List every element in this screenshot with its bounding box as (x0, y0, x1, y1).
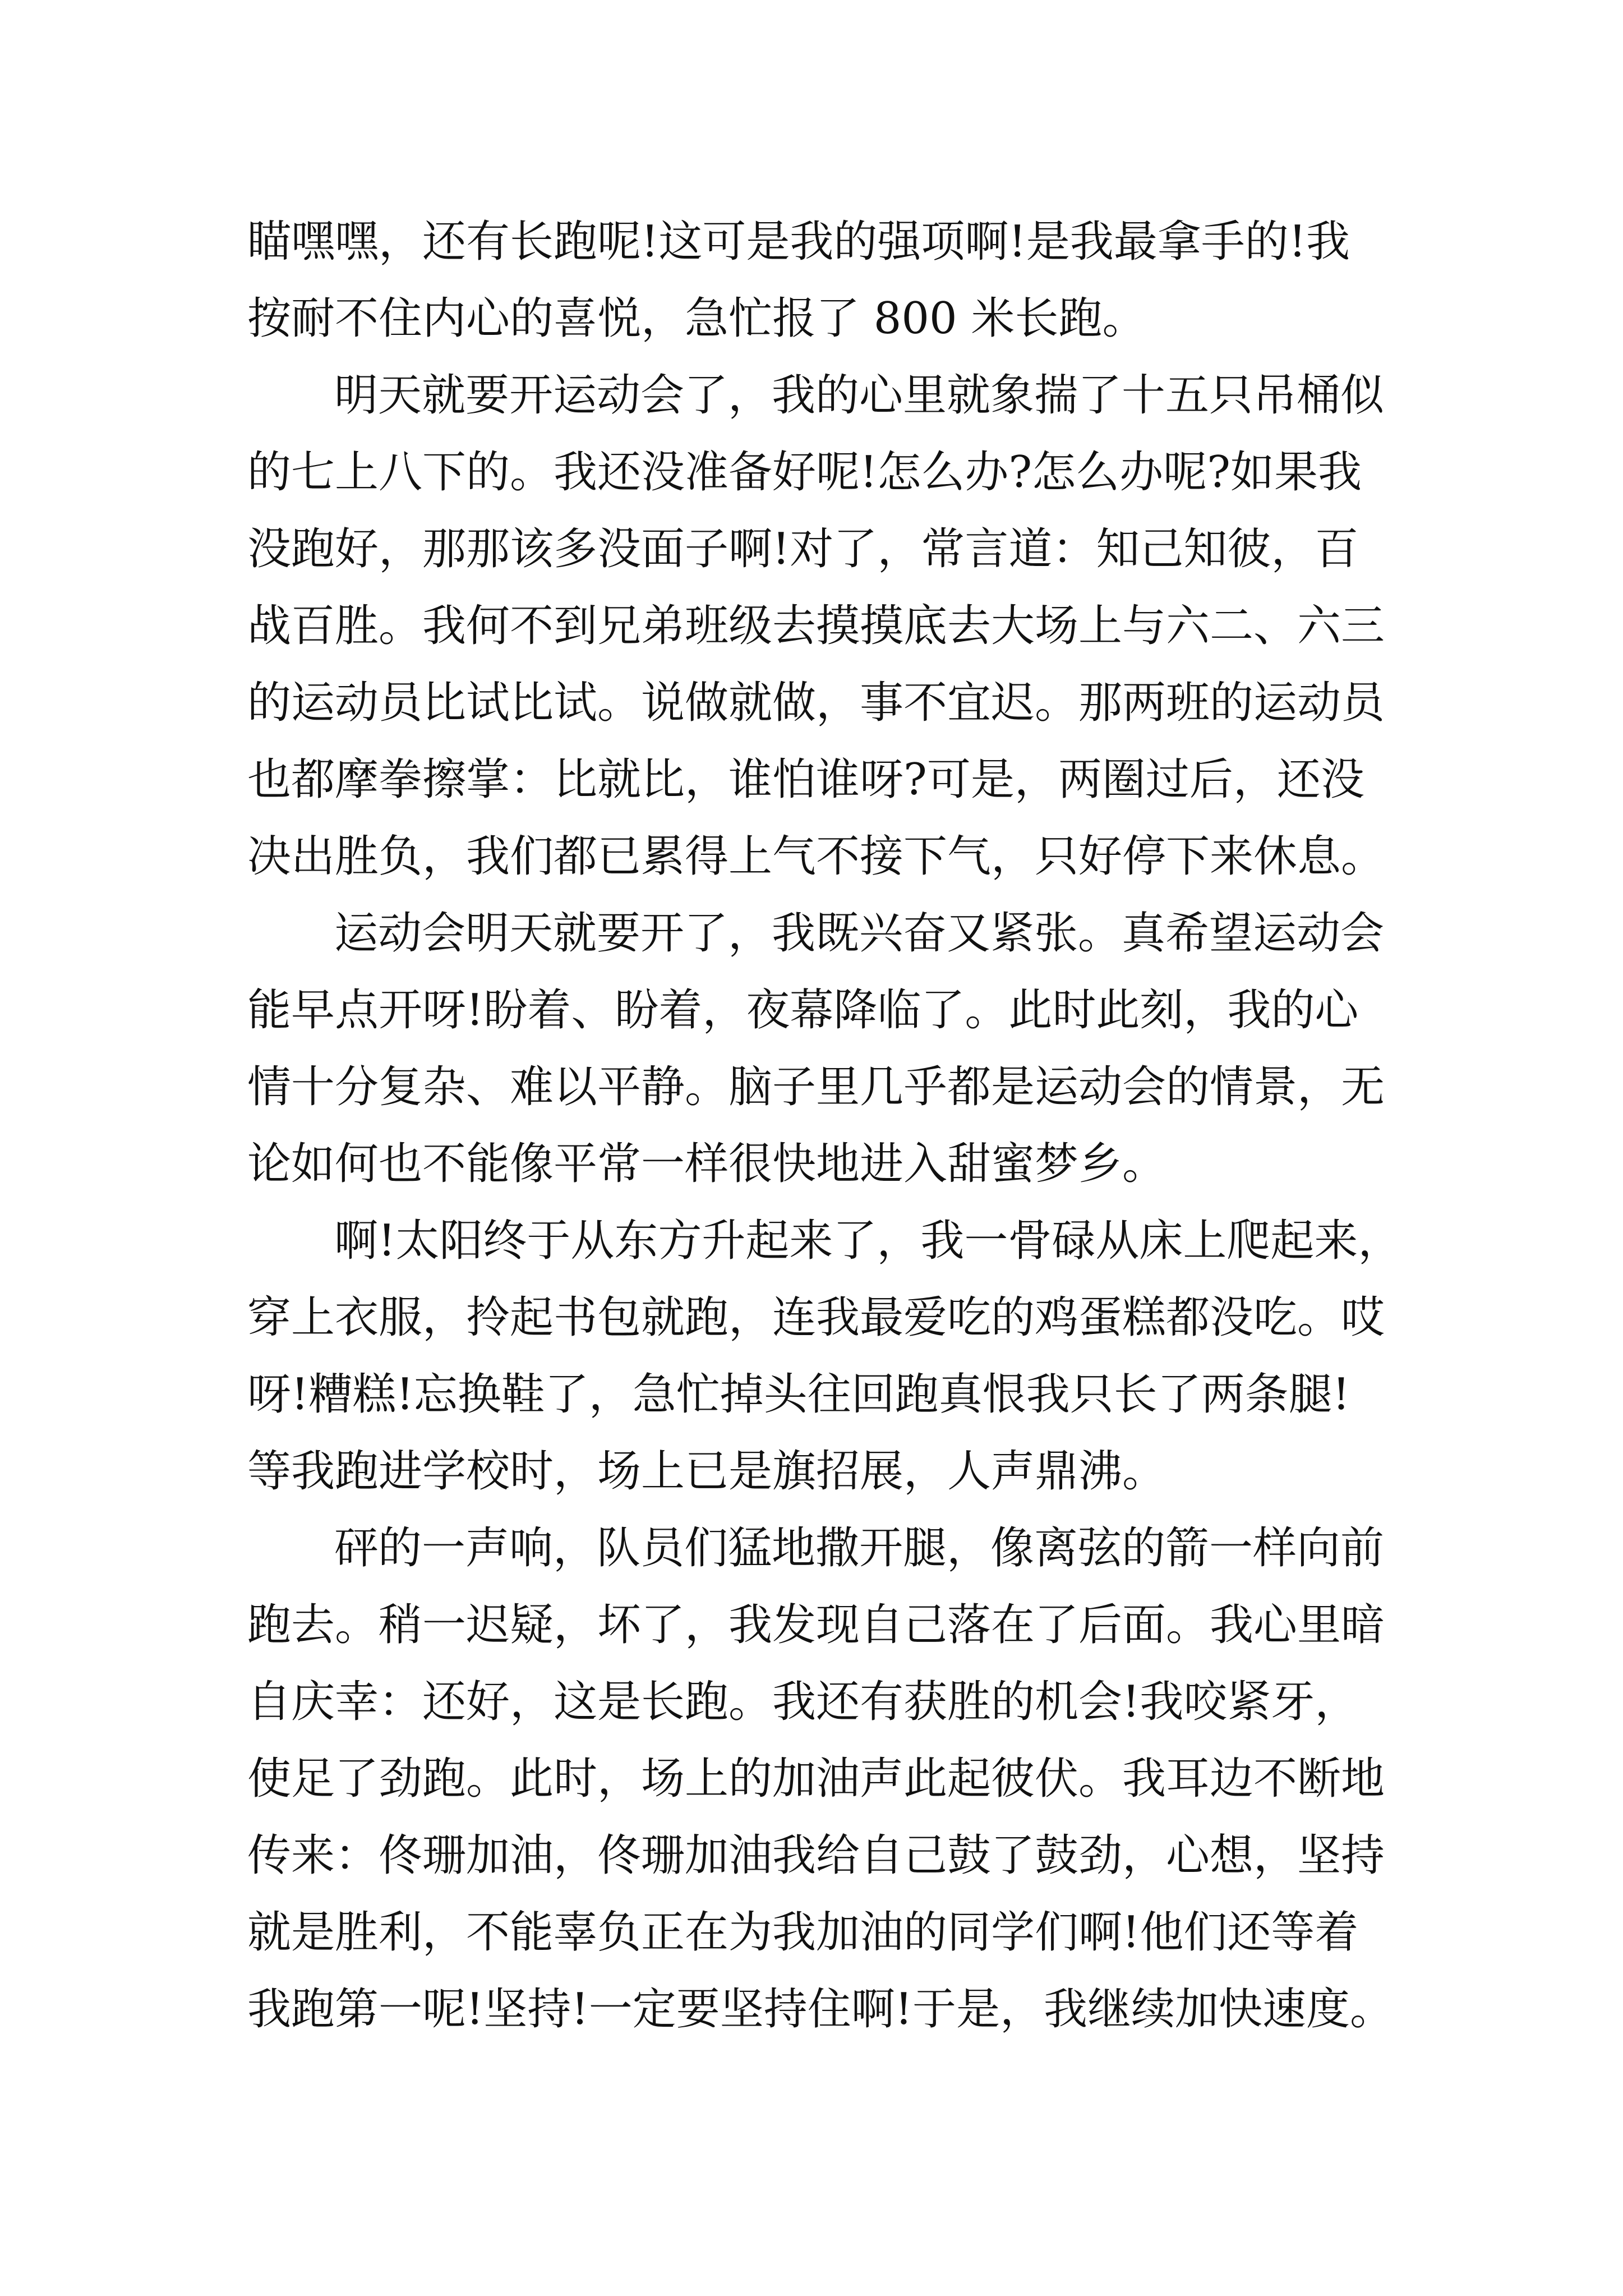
text-line: 的运动员比试比试。说做就做，事不宜迟。那两班的运动员 (247, 678, 1385, 728)
text-line: 按耐不住内心的喜悦，急忙报了 800 米长跑。 (247, 293, 1146, 344)
text-line: 瞄嘿嘿，还有长跑呢!这可是我的强项啊!是我最拿手的!我 (247, 217, 1350, 267)
text-line: 啊!太阳终于从东方升起来了，我一骨碌从床上爬起来， (334, 1216, 1402, 1266)
text-line: 呀!糟糕!忘换鞋了，急忙掉头往回跑真恨我只长了两条腿! (247, 1369, 1350, 1420)
text-line: 我跑第一呢!坚持!一定要坚持住啊!于是，我继续加快速度。 (247, 1984, 1394, 2035)
text-line: 砰的一声响，队员们猛地撒开腿，像离弦的箭一样向前 (334, 1523, 1385, 1573)
text-line: 穿上衣服，拎起书包就跑，连我最爱吃的鸡蛋糕都没吃。哎 (247, 1292, 1385, 1343)
text-line: 等我跑进学校时，场上已是旗招展，人声鼎沸。 (247, 1446, 1166, 1497)
text-line: 的七上八下的。我还没准备好呢!怎么办?怎么办呢?如果我 (247, 447, 1362, 498)
text-line: 明天就要开运动会了，我的心里就象揣了十五只吊桶似 (334, 370, 1385, 421)
text-line: 决出胜负，我们都已累得上气不接下气，只好停下来休息。 (247, 831, 1385, 882)
text-line: 就是胜利，不能辜负正在为我加油的同学们啊!他们还等着 (247, 1907, 1359, 1958)
text-line: 也都摩拳擦掌：比就比，谁怕谁呀?可是，两圈过后，还没 (247, 754, 1364, 805)
text-line: 自庆幸：还好，这是长跑。我还有获胜的机会!我咬紧牙， (247, 1677, 1359, 1727)
text-line: 论如何也不能像平常一样很快地进入甜蜜梦乡。 (247, 1139, 1166, 1189)
text-line: 运动会明天就要开了，我既兴奋又紧张。真希望运动会 (334, 908, 1385, 959)
text-line: 能早点开呀!盼着、盼着，夜幕降临了。此时此刻，我的心 (247, 985, 1359, 1036)
text-line: 传来：佟珊加油，佟珊加油我给自己鼓了鼓劲，心想，坚持 (247, 1830, 1385, 1881)
text-line: 使足了劲跑。此时，场上的加油声此起彼伏。我耳边不断地 (247, 1754, 1385, 1804)
text-line: 战百胜。我何不到兄弟班级去摸摸底去大场上与六二、六三 (247, 601, 1385, 651)
text-line: 情十分复杂、难以平静。脑子里几乎都是运动会的情景，无 (247, 1062, 1385, 1112)
text-line: 跑去。稍一迟疑，坏了，我发现自己落在了后面。我心里暗 (247, 1600, 1385, 1650)
text-line: 没跑好，那那该多没面子啊!对了，常言道：知己知彼，百 (247, 524, 1359, 574)
